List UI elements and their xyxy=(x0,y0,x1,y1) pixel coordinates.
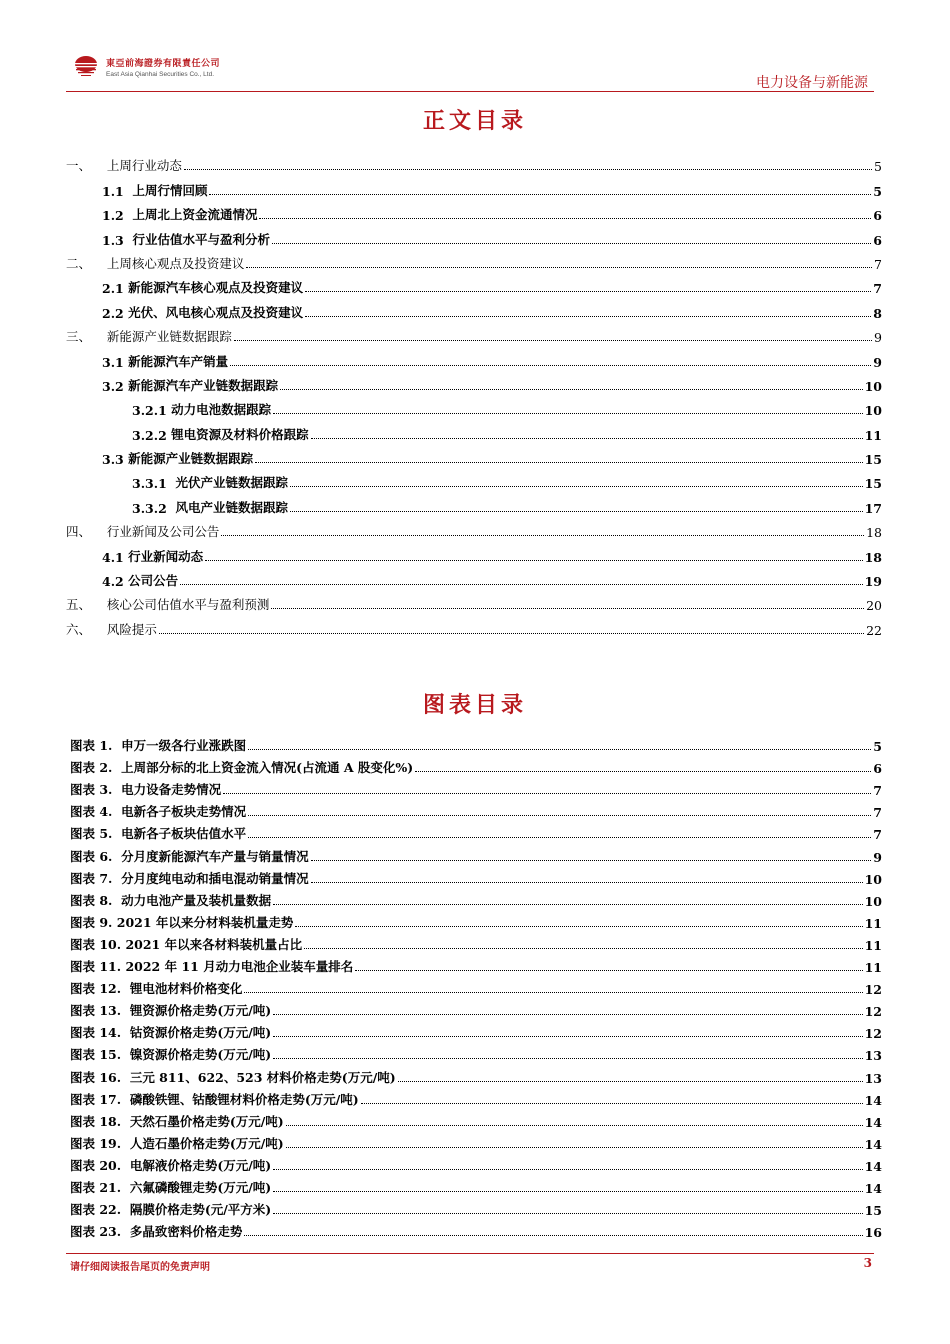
dot-leader xyxy=(180,584,862,585)
entry-page-number: 7 xyxy=(874,256,882,272)
toc-entry[interactable] xyxy=(66,199,882,223)
entry-number: 3.3 xyxy=(102,452,129,468)
entry-title: 天然石墨价格走势(万元/吨) xyxy=(129,1113,284,1129)
entry-title: 新能源产业链数据跟踪 xyxy=(128,451,254,467)
entry-title: 2021 年以来分材料装机量走势 xyxy=(116,914,294,930)
dot-leader xyxy=(290,511,863,512)
figure-entry[interactable] xyxy=(70,1108,882,1130)
entry-page-number: 9 xyxy=(873,354,882,370)
entry-number: 图表 17. xyxy=(70,1091,130,1107)
entry-number: 3.1 xyxy=(102,354,129,370)
dot-leader xyxy=(271,608,864,609)
entry-title: 镍资源价格走势(万元/吨) xyxy=(129,1047,272,1063)
entry-page-number: 15 xyxy=(864,1203,882,1219)
company-name-cn: 東亞前海證券有限責任公司 xyxy=(106,59,221,69)
entry-title: 上周北上资金流通情况 xyxy=(132,207,258,223)
entry-title: 磷酸铁锂、钴酸锂材料价格走势(万元/吨) xyxy=(129,1091,359,1107)
entry-page-number: 10 xyxy=(864,403,882,419)
entry-page-number: 7 xyxy=(873,783,882,799)
toc-list xyxy=(66,150,882,638)
entry-page-number: 14 xyxy=(864,1180,882,1196)
figure-entry[interactable] xyxy=(70,820,882,842)
toc-entry[interactable] xyxy=(66,248,882,272)
entry-number: 4.2 xyxy=(102,574,129,590)
entry-page-number: 9 xyxy=(874,330,882,346)
entry-title: 核心公司估值水平与盈利预测 xyxy=(106,597,270,613)
entry-page-number: 6 xyxy=(873,232,882,248)
entry-number: 六、 xyxy=(66,621,107,637)
entry-number: 2.1 xyxy=(102,281,129,297)
header-divider xyxy=(66,91,874,92)
toc-entry[interactable] xyxy=(66,565,882,589)
entry-page-number: 5 xyxy=(874,159,882,175)
entry-title: 分月度新能源汽车产量与销量情况 xyxy=(121,848,309,864)
figure-entry[interactable] xyxy=(70,953,882,975)
toc-entry[interactable] xyxy=(66,296,882,320)
entry-page-number: 13 xyxy=(864,1070,882,1086)
entry-page-number: 22 xyxy=(866,622,882,638)
entry-title: 锂电资源及材料价格跟踪 xyxy=(171,426,309,442)
entry-page-number: 5 xyxy=(873,183,882,199)
entry-title: 多晶致密料价格走势 xyxy=(129,1224,243,1240)
toc-entry[interactable] xyxy=(66,418,882,442)
entry-number: 1.1 xyxy=(102,183,133,199)
entry-number: 图表 14. xyxy=(70,1025,130,1041)
entry-page-number: 17 xyxy=(864,500,882,516)
entry-page-number: 19 xyxy=(864,574,882,590)
entry-page-number: 5 xyxy=(873,739,882,755)
entry-number: 图表 6. xyxy=(70,848,122,864)
entry-page-number: 14 xyxy=(864,1114,882,1130)
dot-leader xyxy=(305,291,871,292)
entry-page-number: 10 xyxy=(864,871,882,887)
entry-title: 六氟磷酸锂走势(万元/吨) xyxy=(129,1179,272,1195)
entry-title: 风电产业链数据跟踪 xyxy=(175,499,289,515)
entry-number: 3.2.2 xyxy=(132,427,172,443)
toc-entry[interactable] xyxy=(66,370,882,394)
entry-page-number: 12 xyxy=(864,1004,882,1020)
dot-leader xyxy=(311,882,863,883)
entry-title: 隔膜价格走势(元/平方米) xyxy=(129,1202,272,1218)
dot-leader xyxy=(221,535,864,536)
figure-entry[interactable] xyxy=(70,732,882,754)
entry-number: 图表 10. xyxy=(70,936,126,952)
footer-page-number: 3 xyxy=(863,1256,872,1270)
entry-page-number: 11 xyxy=(864,427,882,443)
dot-leader xyxy=(273,1036,862,1037)
toc-entry[interactable] xyxy=(66,443,882,467)
footer-divider xyxy=(66,1253,874,1254)
dot-leader xyxy=(273,1014,862,1015)
entry-title: 新能源汽车产业链数据跟踪 xyxy=(128,377,279,393)
entry-number: 三、 xyxy=(66,329,107,345)
entry-title: 公司公告 xyxy=(128,573,179,589)
entry-title: 光伏、风电核心观点及投资建议 xyxy=(128,304,304,320)
figure-entry[interactable] xyxy=(70,1086,882,1108)
figure-entry[interactable] xyxy=(70,865,882,887)
entry-page-number: 8 xyxy=(873,305,882,321)
dot-leader xyxy=(273,904,862,905)
figure-entry[interactable] xyxy=(70,887,882,909)
entry-number: 3.3.1 xyxy=(132,476,176,492)
dot-leader xyxy=(398,1081,863,1082)
entry-number: 图表 5. xyxy=(70,826,122,842)
entry-page-number: 15 xyxy=(864,476,882,492)
entry-page-number: 9 xyxy=(873,849,882,865)
dot-leader xyxy=(286,1125,863,1126)
entry-number: 图表 21. xyxy=(70,1179,130,1195)
entry-page-number: 15 xyxy=(864,452,882,468)
dot-leader xyxy=(311,438,863,439)
entry-page-number: 20 xyxy=(866,598,882,614)
entry-page-number: 14 xyxy=(864,1136,882,1152)
entry-number: 图表 13. xyxy=(70,1003,130,1019)
entry-number: 图表 8. xyxy=(70,892,122,908)
dot-leader xyxy=(209,194,871,195)
dot-leader xyxy=(273,1169,862,1170)
entry-number: 图表 12. xyxy=(70,981,130,997)
dot-leader xyxy=(305,316,871,317)
entry-number: 图表 4. xyxy=(70,804,122,820)
dot-leader xyxy=(234,340,872,341)
entry-title: 电新各子板块估值水平 xyxy=(121,826,247,842)
entry-number: 2.2 xyxy=(102,305,129,321)
figure-entry[interactable] xyxy=(70,975,882,997)
entry-number: 图表 11. xyxy=(70,959,126,975)
entry-page-number: 12 xyxy=(864,1026,882,1042)
entry-title: 电解液价格走势(万元/吨) xyxy=(129,1157,272,1173)
figure-entry[interactable] xyxy=(70,931,882,953)
entry-title: 动力电池数据跟踪 xyxy=(171,402,272,418)
entry-number: 图表 20. xyxy=(70,1157,130,1173)
dot-leader xyxy=(273,1213,862,1214)
entry-page-number: 7 xyxy=(873,281,882,297)
dot-leader xyxy=(230,365,871,366)
entry-number: 1.3 xyxy=(102,232,133,248)
entry-title: 新能源汽车产销量 xyxy=(128,353,229,369)
entry-number: 图表 23. xyxy=(70,1224,130,1240)
entry-title: 电新各子板块走势情况 xyxy=(121,804,247,820)
entry-page-number: 12 xyxy=(864,982,882,998)
figure-entry[interactable] xyxy=(70,909,882,931)
dot-leader xyxy=(248,749,871,750)
dot-leader xyxy=(415,771,871,772)
entry-page-number: 11 xyxy=(864,960,882,976)
company-name-en: East Asia Qianhai Securities Co., Ltd. xyxy=(106,71,215,78)
entry-number: 图表 19. xyxy=(70,1135,130,1151)
entry-number: 四、 xyxy=(66,524,107,540)
entry-title: 新能源产业链数据跟踪 xyxy=(106,329,232,345)
figure-entry[interactable] xyxy=(70,1130,882,1152)
entry-title: 锂电池材料价格变化 xyxy=(129,981,243,997)
entry-title: 分月度纯电动和插电混动销量情况 xyxy=(121,870,309,886)
entry-page-number: 10 xyxy=(864,893,882,909)
toc-entry[interactable] xyxy=(66,467,882,491)
company-name xyxy=(106,56,220,78)
entry-number: 图表 16. xyxy=(70,1069,130,1085)
entry-number: 图表 9. xyxy=(70,914,117,930)
entry-title: 电力设备走势情况 xyxy=(121,782,222,798)
entry-number: 1.2 xyxy=(102,208,133,224)
toc-entry[interactable] xyxy=(66,394,882,418)
dot-leader xyxy=(272,243,871,244)
dot-leader xyxy=(246,267,872,268)
dot-leader xyxy=(273,1191,862,1192)
entry-title: 行业新闻及公司公告 xyxy=(106,524,220,540)
entry-number: 图表 18. xyxy=(70,1113,130,1129)
figure-entry[interactable] xyxy=(70,1218,882,1240)
entry-page-number: 7 xyxy=(873,805,882,821)
entry-title: 风险提示 xyxy=(106,621,157,637)
dot-leader xyxy=(355,970,862,971)
entry-title: 上周核心观点及投资建议 xyxy=(106,255,245,271)
figure-entry[interactable] xyxy=(70,842,882,864)
entry-title: 申万一级各行业涨跌图 xyxy=(121,738,247,754)
entry-number: 3.2.1 xyxy=(132,403,172,419)
entry-number: 4.1 xyxy=(102,549,129,565)
toc-entry[interactable] xyxy=(66,516,882,540)
entry-number: 3.3.2 xyxy=(132,500,176,516)
entry-page-number: 7 xyxy=(873,827,882,843)
dot-leader xyxy=(223,793,871,794)
entry-page-number: 6 xyxy=(873,208,882,224)
entry-number: 图表 7. xyxy=(70,870,122,886)
dot-leader xyxy=(311,860,872,861)
dot-leader xyxy=(248,815,871,816)
entry-title: 钴资源价格走势(万元/吨) xyxy=(129,1025,272,1041)
toc-entry[interactable] xyxy=(66,150,882,174)
toc-entry[interactable] xyxy=(66,223,882,247)
entry-number: 3.2 xyxy=(102,378,129,394)
toc-entry[interactable] xyxy=(66,272,882,296)
dot-leader xyxy=(295,926,862,927)
company-logo-icon xyxy=(72,54,100,82)
dot-leader xyxy=(159,633,864,634)
toc-title: 正文目录 xyxy=(422,108,527,134)
entry-page-number: 18 xyxy=(864,549,882,565)
entry-page-number: 11 xyxy=(864,915,882,931)
toc-entry[interactable] xyxy=(66,540,882,564)
entry-number: 图表 22. xyxy=(70,1202,130,1218)
dot-leader xyxy=(361,1103,863,1104)
figure-entry[interactable] xyxy=(70,1152,882,1174)
figures-title: 图表目录 xyxy=(422,692,527,718)
toc-entry[interactable] xyxy=(66,321,882,345)
figure-entry[interactable] xyxy=(70,1019,882,1041)
entry-title: 行业估值水平与盈利分析 xyxy=(132,231,270,247)
figure-entry[interactable] xyxy=(70,1196,882,1218)
page-header xyxy=(66,52,874,92)
entry-title: 上周行情回顾 xyxy=(132,182,208,198)
dot-leader xyxy=(184,169,872,170)
dot-leader xyxy=(259,218,871,219)
dot-leader xyxy=(290,486,863,487)
dot-leader xyxy=(255,462,862,463)
entry-page-number: 10 xyxy=(864,378,882,394)
entry-title: 光伏产业链数据跟踪 xyxy=(175,475,289,491)
toc-entry[interactable] xyxy=(66,589,882,613)
figure-entry[interactable] xyxy=(70,776,882,798)
dot-leader xyxy=(273,1058,862,1059)
entry-title: 新能源汽车核心观点及投资建议 xyxy=(128,280,304,296)
figure-entry[interactable] xyxy=(70,997,882,1019)
entry-title: 2021 年以来各材料装机量占比 xyxy=(125,936,303,952)
figure-entry[interactable] xyxy=(70,1174,882,1196)
dot-leader xyxy=(286,1147,863,1148)
entry-number: 图表 2. xyxy=(70,760,122,776)
dot-leader xyxy=(244,992,862,993)
entry-number: 图表 1. xyxy=(70,738,122,754)
entry-page-number: 6 xyxy=(873,761,882,777)
industry-label: 电力设备与新能源 xyxy=(756,75,868,91)
entry-page-number: 14 xyxy=(864,1158,882,1174)
entry-page-number: 18 xyxy=(866,525,882,541)
entry-title: 2022 年 11 月动力电池企业装车量排名 xyxy=(125,959,354,975)
dot-leader xyxy=(273,413,862,414)
dot-leader xyxy=(205,560,862,561)
figure-entry[interactable] xyxy=(70,1063,882,1085)
dot-leader xyxy=(304,948,862,949)
toc-entry[interactable] xyxy=(66,174,882,198)
toc-entry[interactable] xyxy=(66,491,882,515)
entry-title: 行业新闻动态 xyxy=(128,548,204,564)
dot-leader xyxy=(280,389,862,390)
toc-entry[interactable] xyxy=(66,613,882,637)
entry-page-number: 11 xyxy=(864,937,882,953)
entry-number: 图表 15. xyxy=(70,1047,130,1063)
figures-list xyxy=(70,732,882,1240)
figure-entry[interactable] xyxy=(70,1041,882,1063)
dot-leader xyxy=(244,1235,862,1236)
entry-page-number: 14 xyxy=(864,1092,882,1108)
entry-title: 三元 811、622、523 材料价格走势(万元/吨) xyxy=(129,1069,396,1085)
dot-leader xyxy=(248,837,871,838)
entry-number: 五、 xyxy=(66,597,107,613)
figure-entry[interactable] xyxy=(70,798,882,820)
entry-number: 一、 xyxy=(66,158,107,174)
figure-entry[interactable] xyxy=(70,754,882,776)
entry-page-number: 16 xyxy=(864,1225,882,1241)
entry-title: 动力电池产量及装机量数据 xyxy=(121,892,272,908)
entry-title: 锂资源价格走势(万元/吨) xyxy=(129,1003,272,1019)
entry-title: 上周部分标的北上资金流入情况(占流通 A 股变化%) xyxy=(121,760,414,776)
entry-title: 上周行业动态 xyxy=(106,158,182,174)
entry-title: 人造石墨价格走势(万元/吨) xyxy=(129,1135,284,1151)
footer-disclaimer: 请仔细阅读报告尾页的免责声明 xyxy=(70,1262,210,1273)
entry-number: 图表 3. xyxy=(70,782,122,798)
toc-entry[interactable] xyxy=(66,345,882,369)
entry-page-number: 13 xyxy=(864,1048,882,1064)
entry-number: 二、 xyxy=(66,255,107,271)
